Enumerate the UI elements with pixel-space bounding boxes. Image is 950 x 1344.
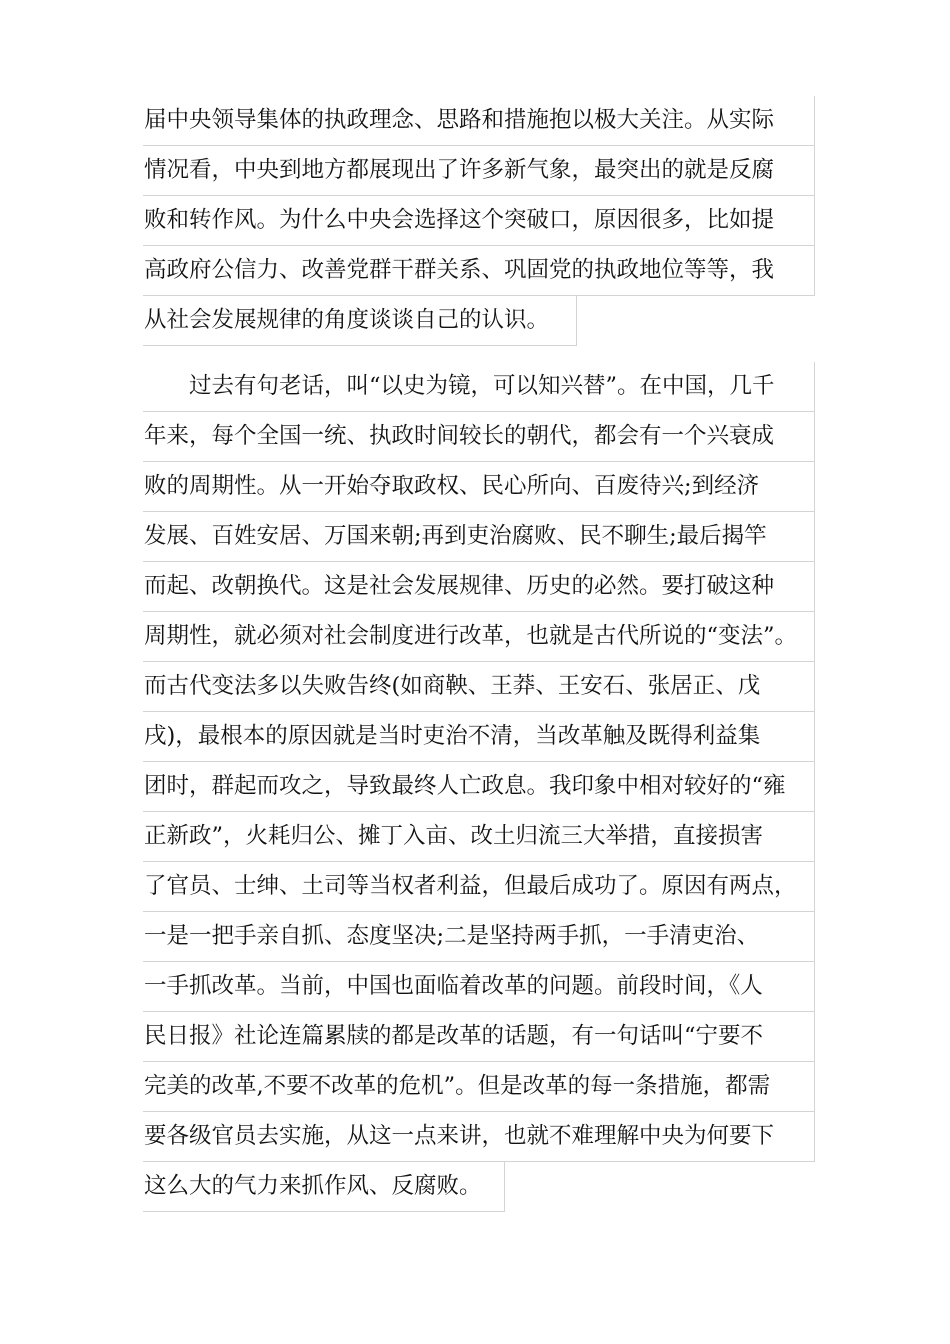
- text-line: 发展、百姓安居、万国来朝;再到吏治腐败、民不聊生;最后揭竿: [143, 512, 815, 562]
- text-line: 了官员、士绅、土司等当权者利益，但最后成功了。原因有两点，: [143, 862, 815, 912]
- text-line: 而起、改朝换代。这是社会发展规律、历史的必然。要打破这种: [143, 562, 815, 612]
- text-line: 完美的改革,不要不改革的危机”。但是改革的每一条措施，都需: [143, 1062, 815, 1112]
- text-line: 民日报》社论连篇累牍的都是改革的话题，有一句话叫“宁要不: [143, 1012, 815, 1062]
- text-line: 团时，群起而攻之，导致最终人亡政息。我印象中相对较好的“雍: [143, 762, 815, 812]
- text-line: 年来，每个全国一统、执政时间较长的朝代，都会有一个兴衰成: [143, 412, 815, 462]
- text-line: 高政府公信力、改善党群干群关系、巩固党的执政地位等等，我: [143, 246, 815, 296]
- text-line: 要各级官员去实施，从这一点来讲，也就不难理解中央为何要下: [143, 1112, 815, 1162]
- text-line: 戌)，最根本的原因就是当时吏治不清，当改革触及既得利益集: [143, 712, 815, 762]
- text-line: 届中央领导集体的执政理念、思路和措施抱以极大关注。从实际: [143, 96, 815, 146]
- text-line: 正新政”，火耗归公、摊丁入亩、改土归流三大举措，直接损害: [143, 812, 815, 862]
- text-line: 一手抓改革。当前，中国也面临着改革的问题。前段时间，《人: [143, 962, 815, 1012]
- text-line: 过去有句老话，叫“以史为镜，可以知兴替”。在中国，几千: [143, 362, 815, 412]
- text-line: 从社会发展规律的角度谈谈自己的认识。: [143, 296, 577, 346]
- text-line: 而古代变法多以失败告终(如商鞅、王莽、王安石、张居正、戊: [143, 662, 815, 712]
- paragraph-1: [143, 96, 815, 346]
- text-line: 一是一把手亲自抓、态度坚决;二是坚持两手抓，一手清吏治、: [143, 912, 815, 962]
- paragraph-2: [143, 362, 815, 1212]
- text-line: 这么大的气力来抓作风、反腐败。: [143, 1162, 505, 1212]
- text-line: 周期性，就必须对社会制度进行改革，也就是古代所说的“变法”。: [143, 612, 815, 662]
- text-line: 败和转作风。为什么中央会选择这个突破口，原因很多，比如提: [143, 196, 815, 246]
- text-line: 情况看，中央到地方都展现出了许多新气象，最突出的就是反腐: [143, 146, 815, 196]
- text-line: 败的周期性。从一开始夺取政权、民心所向、百废待兴;到经济: [143, 462, 815, 512]
